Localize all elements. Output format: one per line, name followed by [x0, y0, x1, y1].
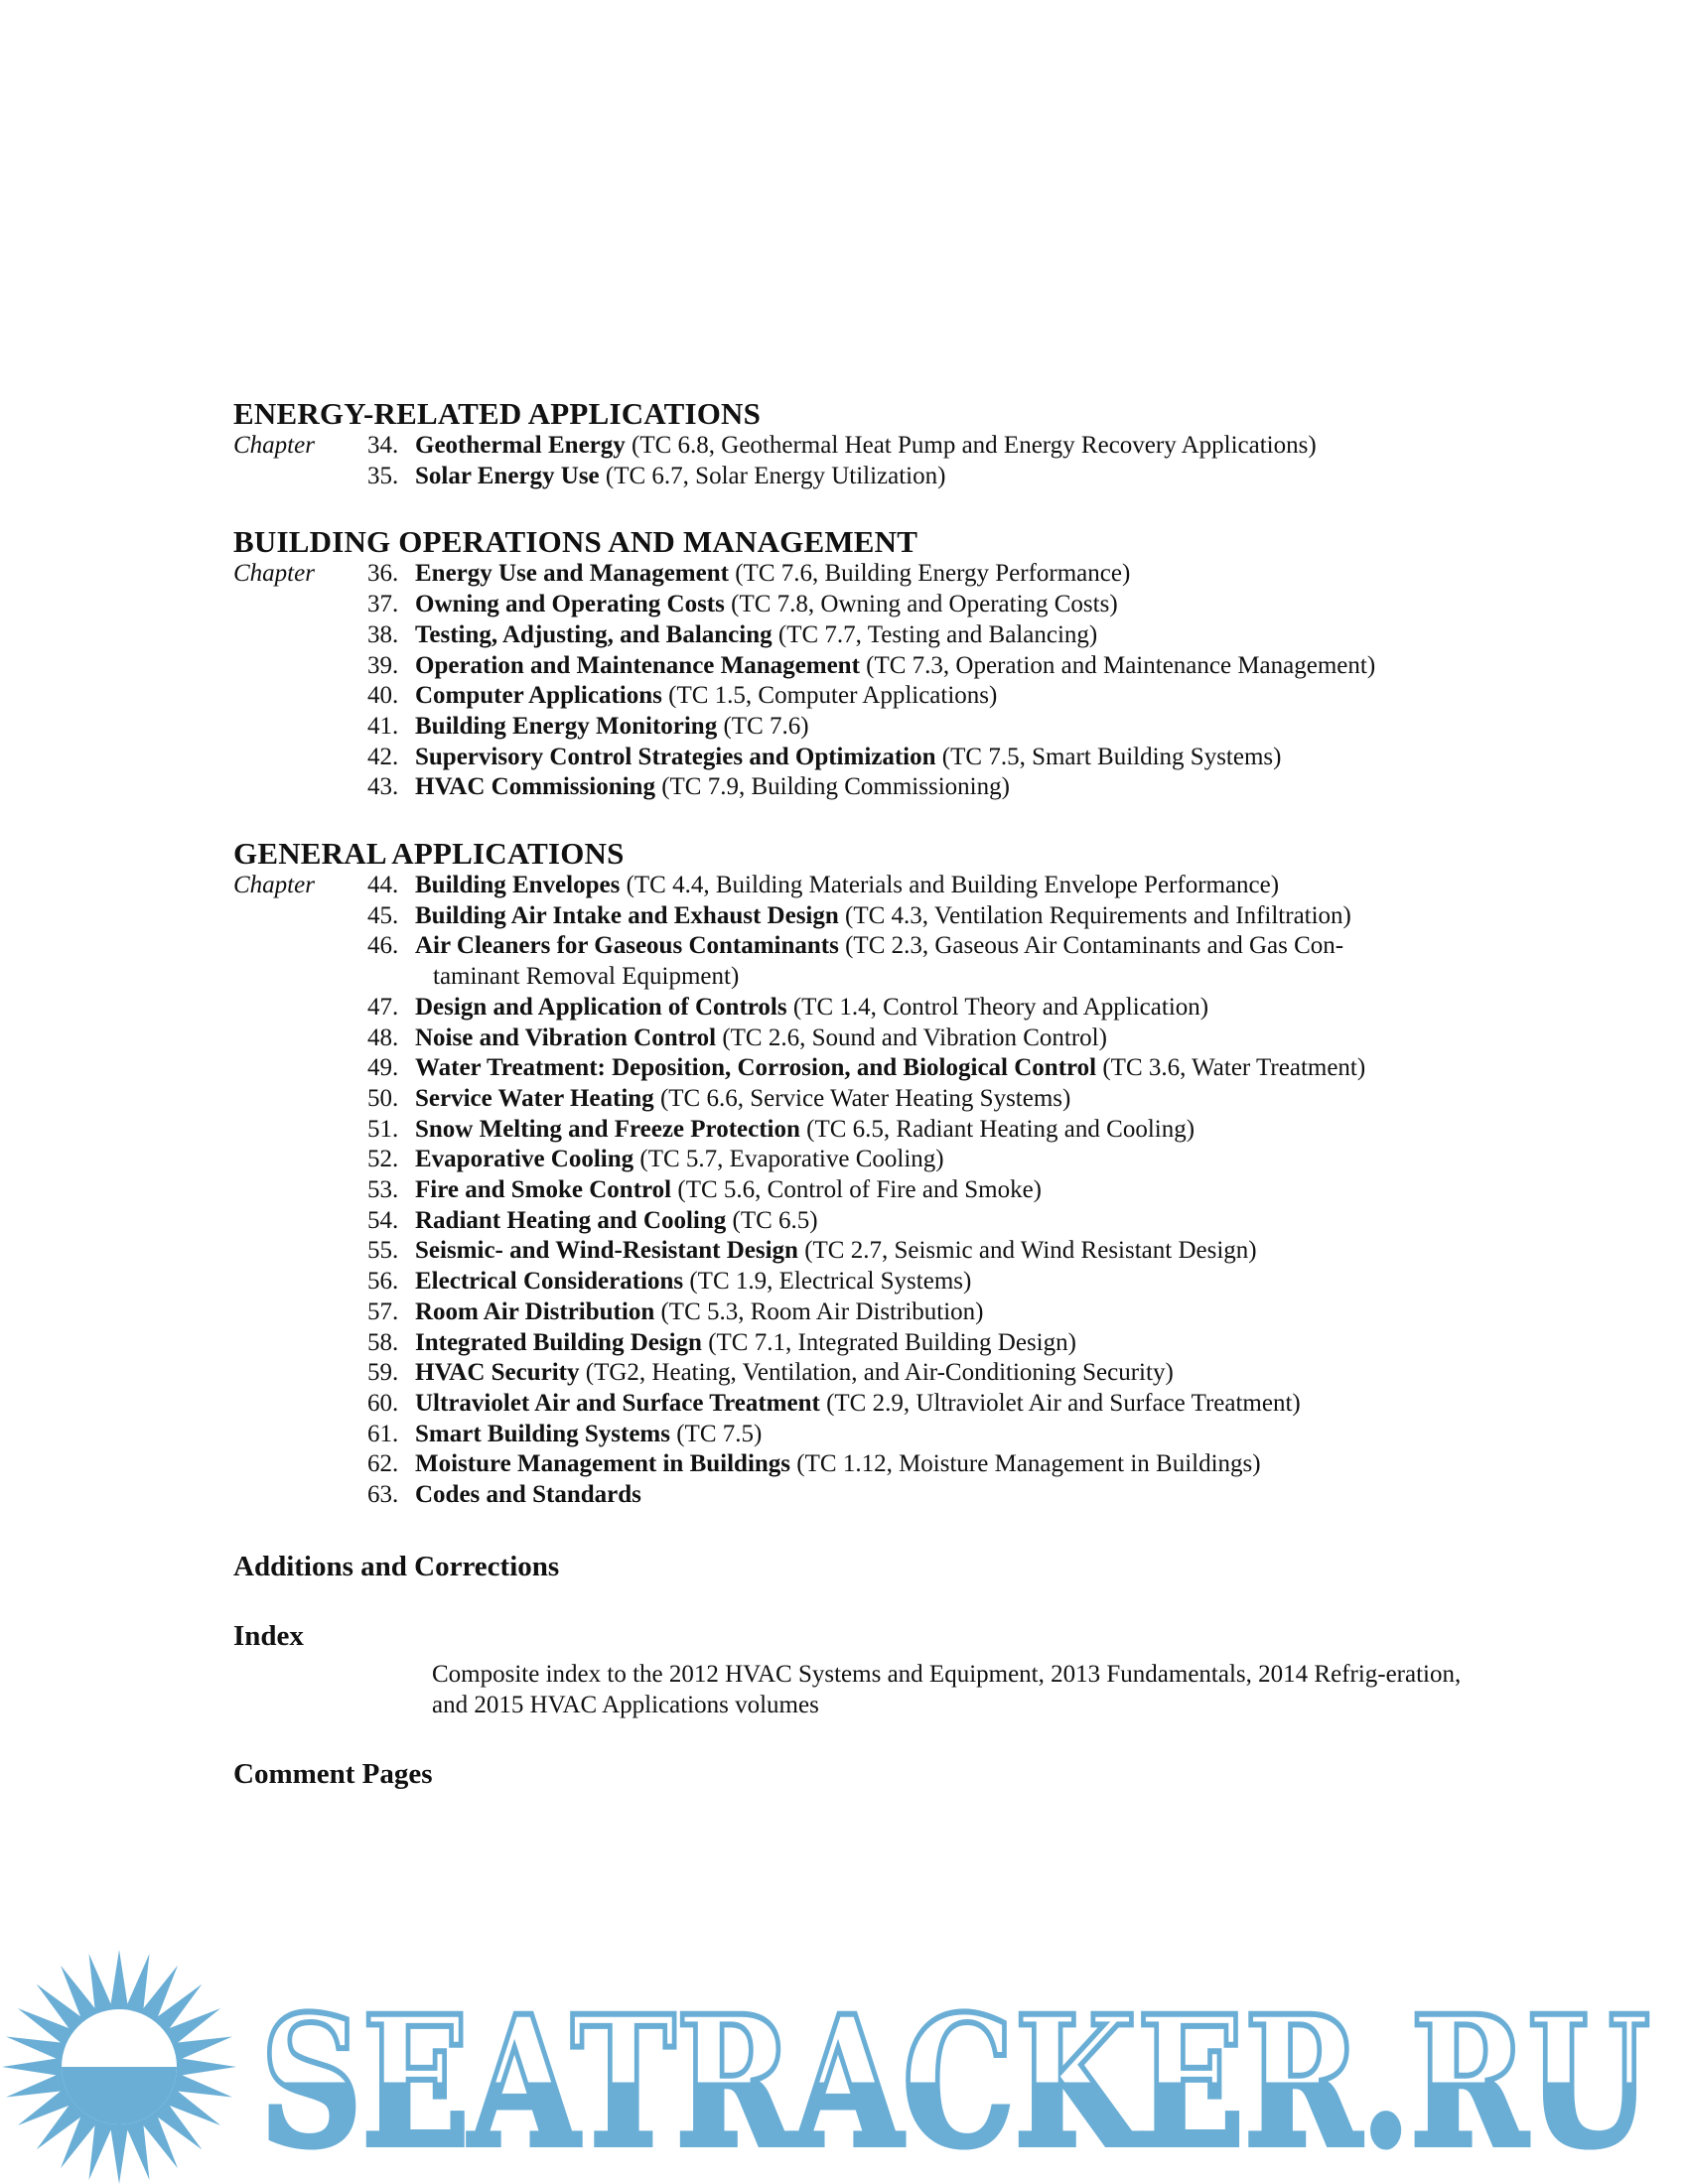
chapter-title: Service Water Heating — [415, 1084, 654, 1112]
chapter-number: 36. — [367, 560, 399, 588]
chapter-entry — [233, 1053, 1475, 1084]
chapter-committee: (TC 6.7, Solar Energy Utilization) — [599, 462, 946, 489]
chapter-entry — [233, 712, 1475, 743]
chapter-number: 57. — [367, 1297, 399, 1325]
section-entries — [233, 431, 1475, 491]
chapter-committee: (TC 3.6, Water Treatment) — [1096, 1054, 1366, 1082]
section-2 — [233, 837, 1475, 1511]
chapter-committee: (TC 4.4, Building Materials and Building Envelope Performance) — [620, 872, 1280, 899]
chapter-title: Testing, Adjusting, and Balancing — [415, 620, 773, 648]
sun-icon — [2, 1950, 236, 2184]
section-entries — [233, 559, 1475, 803]
section-title: BUILDING OPERATIONS AND MANAGEMENT — [233, 524, 918, 560]
chapter-title: Codes and Standards — [415, 1481, 641, 1509]
chapter-number: 56. — [367, 1268, 399, 1296]
chapter-committee: (TC 5.6, Control of Fire and Smoke) — [671, 1176, 1043, 1204]
chapter-number: 59. — [367, 1359, 399, 1387]
chapter-number: 38. — [367, 620, 399, 648]
section-0 — [233, 397, 1475, 491]
chapter-committee-continued: taminant Removal Equipment) — [433, 963, 740, 991]
chapter-number: 40. — [367, 682, 399, 710]
chapter-committee: (TC 2.3, Gaseous Air Contaminants and Gas Con- — [838, 932, 1344, 960]
chapter-entry — [233, 620, 1475, 651]
chapter-number: 54. — [367, 1206, 399, 1234]
chapter-title: Building Air Intake and Exhaust Design — [415, 901, 839, 929]
chapter-title: Integrated Building Design — [415, 1328, 702, 1356]
index-block — [233, 1620, 1475, 1720]
chapter-number: 60. — [367, 1389, 399, 1417]
chapter-label: Chapter — [233, 560, 315, 588]
chapter-entry — [233, 1328, 1475, 1359]
chapter-committee: (TC 7.5, Smart Building Systems) — [935, 743, 1282, 770]
chapter-entry — [233, 590, 1475, 620]
chapter-title: HVAC Security — [415, 1359, 580, 1387]
chapter-number: 52. — [367, 1146, 399, 1173]
chapter-committee: (TC 7.9, Building Commissioning) — [654, 773, 1010, 801]
chapter-number: 35. — [367, 462, 399, 489]
chapter-title: Water Treatment: Deposition, Corrosion, and Biological Control — [415, 1054, 1097, 1082]
chapter-committee: (TC 7.6) — [717, 712, 809, 740]
additions-block — [233, 1551, 1475, 1582]
comment-pages-block — [233, 1758, 1475, 1790]
chapter-entry — [233, 1389, 1475, 1420]
chapter-committee: (TC 1.5, Computer Applications) — [661, 682, 998, 710]
chapter-title: Ultraviolet Air and Surface Treatment — [415, 1389, 820, 1417]
chapter-entry — [233, 431, 1475, 462]
chapter-title: Seismic- and Wind-Resistant Design — [415, 1237, 798, 1265]
chapter-title: Radiant Heating and Cooling — [415, 1206, 727, 1234]
chapter-committee: (TC 1.9, Electrical Systems) — [683, 1268, 972, 1296]
chapter-title: Noise and Vibration Control — [415, 1024, 717, 1051]
chapter-entry — [233, 1267, 1475, 1297]
chapter-committee: (TC 6.5, Radiant Heating and Cooling) — [799, 1115, 1196, 1143]
chapter-committee: (TC 2.7, Seismic and Wind Resistant Design) — [797, 1237, 1257, 1265]
chapter-entry — [233, 681, 1475, 712]
chapter-title: Fire and Smoke Control — [415, 1176, 672, 1204]
chapter-entry — [233, 1420, 1475, 1450]
chapter-committee: (TC 7.5) — [669, 1420, 763, 1447]
chapter-entry — [233, 931, 1475, 992]
chapter-committee: (TC 6.5) — [726, 1206, 818, 1234]
chapter-entry — [233, 871, 1475, 901]
chapter-committee: (TC 7.6, Building Energy Performance) — [728, 560, 1131, 588]
watermark-text: SEATRACKER.RU — [260, 1978, 1650, 2184]
chapter-title: Air Cleaners for Gaseous Contaminants — [415, 932, 839, 960]
chapter-entry — [233, 1115, 1475, 1146]
chapter-number: 47. — [367, 993, 399, 1021]
chapter-number: 42. — [367, 743, 399, 770]
chapter-entry — [233, 1449, 1475, 1480]
chapter-committee: (TC 5.3, Room Air Distribution) — [654, 1297, 984, 1325]
comment-pages-heading: Comment Pages — [233, 1758, 433, 1791]
chapter-entry — [233, 559, 1475, 590]
chapter-entry — [233, 743, 1475, 773]
chapter-committee: (TC 7.1, Integrated Building Design) — [701, 1328, 1076, 1356]
chapter-number: 37. — [367, 591, 399, 618]
chapter-entry — [233, 651, 1475, 682]
chapter-title: Design and Application of Controls — [415, 993, 787, 1021]
chapter-number: 41. — [367, 712, 399, 740]
chapter-title: Energy Use and Management — [415, 560, 729, 588]
chapter-label: Chapter — [233, 872, 315, 899]
chapter-committee: (TC 1.12, Moisture Management in Buildings) — [790, 1450, 1261, 1478]
chapter-title: Computer Applications — [415, 682, 662, 710]
chapter-committee: (TC 4.3, Ventilation Requirements and Infiltration) — [838, 901, 1351, 929]
section-title: GENERAL APPLICATIONS — [233, 836, 625, 872]
chapter-title: Moisture Management in Buildings — [415, 1450, 791, 1478]
chapter-committee: (TC 6.6, Service Water Heating Systems) — [653, 1084, 1071, 1112]
chapter-number: 39. — [367, 651, 399, 679]
chapter-committee: (TC 7.3, Operation and Maintenance Management) — [859, 651, 1376, 679]
chapter-committee: (TC 7.8, Owning and Operating Costs) — [724, 591, 1118, 618]
chapter-title: Building Energy Monitoring — [415, 712, 718, 740]
chapter-number: 63. — [367, 1481, 399, 1509]
chapter-title: Operation and Maintenance Management — [415, 651, 860, 679]
chapter-entry — [233, 1206, 1475, 1237]
chapter-entry — [233, 1084, 1475, 1115]
chapter-entry — [233, 462, 1475, 492]
section-title: ENERGY-RELATED APPLICATIONS — [233, 396, 762, 431]
chapter-entry — [233, 901, 1475, 932]
index-heading: Index — [233, 1619, 304, 1652]
toc-sections — [233, 397, 1475, 1511]
chapter-number: 48. — [367, 1024, 399, 1051]
chapter-committee: (TC 2.9, Ultraviolet Air and Surface Treatment) — [819, 1389, 1301, 1417]
chapter-title: Building Envelopes — [415, 872, 621, 899]
chapter-title: Room Air Distribution — [415, 1297, 655, 1325]
chapter-title: Owning and Operating Costs — [415, 591, 725, 618]
chapter-committee: (TC 2.6, Sound and Vibration Control) — [716, 1024, 1107, 1051]
chapter-entry — [233, 1297, 1475, 1328]
chapter-entry — [233, 993, 1475, 1024]
chapter-entry — [233, 1024, 1475, 1054]
chapter-committee: (TC 1.4, Control Theory and Application) — [786, 993, 1209, 1021]
chapter-number: 34. — [367, 432, 399, 459]
section-entries — [233, 871, 1475, 1511]
chapter-entry — [233, 1480, 1475, 1511]
chapter-entry — [233, 1236, 1475, 1267]
chapter-label: Chapter — [233, 432, 315, 459]
chapter-committee: (TC 7.7, Testing and Balancing) — [772, 620, 1098, 648]
chapter-entry — [233, 1145, 1475, 1175]
chapter-title: Geothermal Energy — [415, 432, 626, 459]
chapter-committee: (TC 5.7, Evaporative Cooling) — [633, 1146, 944, 1173]
chapter-title: Evaporative Cooling — [415, 1146, 634, 1173]
chapter-number: 49. — [367, 1054, 399, 1082]
chapter-title: Solar Energy Use — [415, 462, 600, 489]
chapter-title: Smart Building Systems — [415, 1420, 670, 1447]
additions-heading: Additions and Corrections — [233, 1550, 560, 1582]
chapter-number: 44. — [367, 872, 399, 899]
chapter-entry — [233, 772, 1475, 803]
chapter-title: Electrical Considerations — [415, 1268, 684, 1296]
chapter-title: Supervisory Control Strategies and Optimization — [415, 743, 936, 770]
chapter-number: 53. — [367, 1176, 399, 1204]
toc-content — [233, 397, 1475, 1828]
chapter-title: Snow Melting and Freeze Protection — [415, 1115, 800, 1143]
chapter-number: 43. — [367, 773, 399, 801]
chapter-title: HVAC Commissioning — [415, 773, 655, 801]
watermark-logo — [0, 1936, 1688, 2184]
chapter-entry — [233, 1175, 1475, 1206]
chapter-number: 51. — [367, 1115, 399, 1143]
chapter-number: 55. — [367, 1237, 399, 1265]
chapter-committee: (TG2, Heating, Ventilation, and Air-Conditioning Security) — [579, 1359, 1174, 1387]
chapter-entry — [233, 1358, 1475, 1389]
index-description: Composite index to the 2012 HVAC Systems and Equipment, 2013 Fundamentals, 2014 Refrig-eration, and 2015 HVAC Applications volumes — [432, 1660, 1462, 1718]
chapter-number: 50. — [367, 1084, 399, 1112]
chapter-number: 61. — [367, 1420, 399, 1447]
chapter-number: 46. — [367, 932, 399, 960]
chapter-number: 62. — [367, 1450, 399, 1478]
chapter-number: 45. — [367, 901, 399, 929]
chapter-committee: (TC 6.8, Geothermal Heat Pump and Energy Recovery Applications) — [625, 432, 1317, 459]
chapter-number: 58. — [367, 1328, 399, 1356]
section-1 — [233, 525, 1475, 803]
